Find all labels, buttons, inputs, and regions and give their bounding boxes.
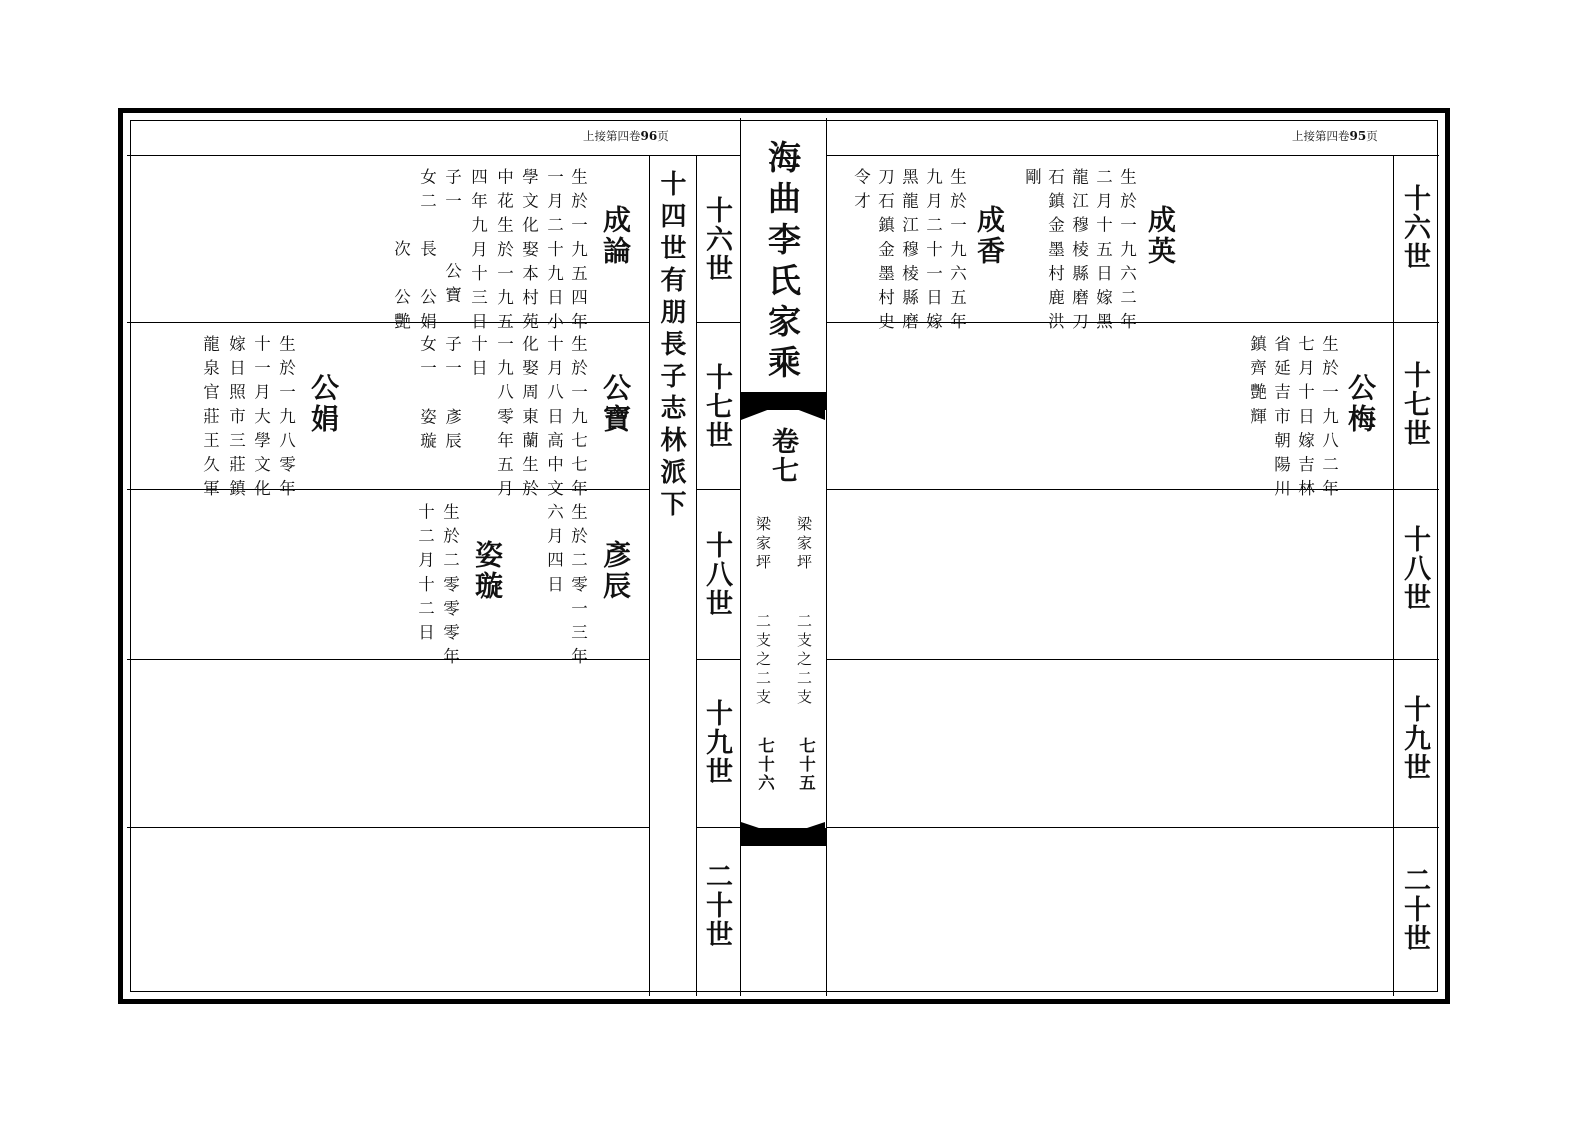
person-name-zixuan: 姿璇 <box>471 540 504 602</box>
spine-branch-left: 二支之二支 <box>754 613 772 708</box>
bio-line: 九月二十一日嫁 <box>923 168 943 337</box>
rule-spine-right <box>826 118 827 996</box>
bio-line: 生於一九八二年 <box>1319 335 1339 504</box>
bio-line: 中花生於一九五 <box>494 168 514 337</box>
child-name: 公寶 <box>442 262 462 311</box>
bio-line: 十二月十二日 <box>415 503 435 648</box>
bio-line: 化娶周東蘭生於 <box>519 335 539 504</box>
person-name-chengxiang: 成香 <box>973 205 1006 267</box>
spine-page-left: 七十六 <box>755 737 775 793</box>
bio-line: 鎮齊艷輝 <box>1247 335 1267 432</box>
bio-line: 生於一九六二年 <box>1117 168 1137 337</box>
child-name: 彥辰 <box>442 408 462 457</box>
continuation-note-right: 上接第四卷95页 <box>1292 129 1378 143</box>
rule-left-row4 <box>127 827 649 828</box>
children-label-daughters: 女一 <box>417 335 437 384</box>
gen-label-right-17: 十七世 <box>1399 361 1430 448</box>
bio-line: 十月八日高中文 <box>544 335 564 504</box>
bio-line: 生於二零零零年 <box>440 503 460 672</box>
spine-place-left: 梁家坪 <box>754 516 772 573</box>
rule-left-gen2 <box>696 489 740 490</box>
rule-lineage-left <box>649 155 650 996</box>
bio-line: 嫁日照市三莊鎮 <box>226 335 246 504</box>
bio-line: 一九八零年五月 <box>494 335 514 504</box>
gen-label-left-16: 十六世 <box>701 196 732 283</box>
gen-label-left-19: 十九世 <box>701 699 732 786</box>
spine-title: 海曲李氏家乘 <box>763 140 802 386</box>
bio-line: 生於二零一三年 <box>568 503 588 672</box>
gen-label-left-20: 二十世 <box>701 862 732 949</box>
bio-line: 二月十五日嫁黑 <box>1093 168 1113 337</box>
rule-left-gen4 <box>696 827 740 828</box>
bio-line: 十一月大學文化 <box>251 335 271 504</box>
bio-line: 七月十日嫁吉林 <box>1295 335 1315 504</box>
bio-line: 石鎮金墨村鹿洪 <box>1045 168 1065 337</box>
bio-line: 生於一九七七年 <box>568 335 588 504</box>
bio-line: 四年九月十三日 <box>468 168 488 337</box>
gen-label-left-18: 十八世 <box>701 531 732 618</box>
bio-line: 黑龍江穆棱縣磨 <box>899 168 919 337</box>
rule-right-row3 <box>826 659 1439 660</box>
lineage-label: 十四世有朋長子志林派下 <box>656 170 686 522</box>
bio-line: 龍泉官莊王久軍 <box>200 335 220 504</box>
person-name-yanchen: 彥辰 <box>599 540 632 602</box>
person-name-chenglun: 成論 <box>599 205 632 267</box>
child-name: 長 公娟 <box>417 240 437 337</box>
children-label-sons: 子一 <box>442 168 462 217</box>
rule-right-gen <box>1393 155 1394 996</box>
rule-left-gen3 <box>696 659 740 660</box>
bio-line: 龍江穆棱縣磨刀 <box>1069 168 1089 337</box>
spine-page-right: 七十五 <box>796 737 816 793</box>
rule-lineage-right <box>696 155 697 996</box>
bio-line: 生於一九五四年 <box>568 168 588 337</box>
person-name-gongjuan: 公娟 <box>307 373 340 435</box>
rule-right-row2 <box>826 489 1439 490</box>
rule-left-gen1 <box>696 322 740 323</box>
gen-label-left-17: 十七世 <box>701 363 732 450</box>
spine-volume: 卷七 <box>767 427 798 485</box>
gen-label-right-19: 十九世 <box>1399 695 1430 782</box>
person-name-gongmei: 公梅 <box>1344 373 1377 435</box>
children-label-daughters: 女二 <box>417 168 437 217</box>
person-name-gongbao: 公寶 <box>599 373 632 435</box>
child-name: 姿璇 <box>417 408 437 457</box>
bio-line: 生於一九八零年 <box>276 335 296 504</box>
bio-line: 省延吉市朝陽川 <box>1271 335 1291 504</box>
rule-right-row4 <box>826 827 1439 828</box>
bio-line: 學文化娶本村苑 <box>519 168 539 337</box>
bio-line: 生於一九六五年 <box>947 168 967 337</box>
rule-right-header <box>826 155 1439 156</box>
gen-label-right-20: 二十世 <box>1399 866 1430 953</box>
bio-line: 刀石鎮金墨村史 <box>875 168 895 337</box>
spine-branch-right: 二支之二支 <box>795 613 813 708</box>
child-name: 次 公艷 <box>391 240 411 337</box>
gen-label-right-16: 十六世 <box>1399 184 1430 271</box>
bio-line: 十日 <box>468 335 488 384</box>
bio-line: 一月二十九日小 <box>544 168 564 337</box>
person-name-chengying: 成英 <box>1144 205 1177 267</box>
bio-line: 令才 <box>851 168 871 217</box>
bio-line: 六月四日 <box>544 503 564 600</box>
spine-place-right: 梁家坪 <box>795 516 813 573</box>
children-label-sons: 子一 <box>442 335 462 384</box>
gen-label-right-18: 十八世 <box>1399 525 1430 612</box>
bio-line: 剛 <box>1022 168 1042 193</box>
continuation-note-left: 上接第四卷96页 <box>583 129 669 143</box>
